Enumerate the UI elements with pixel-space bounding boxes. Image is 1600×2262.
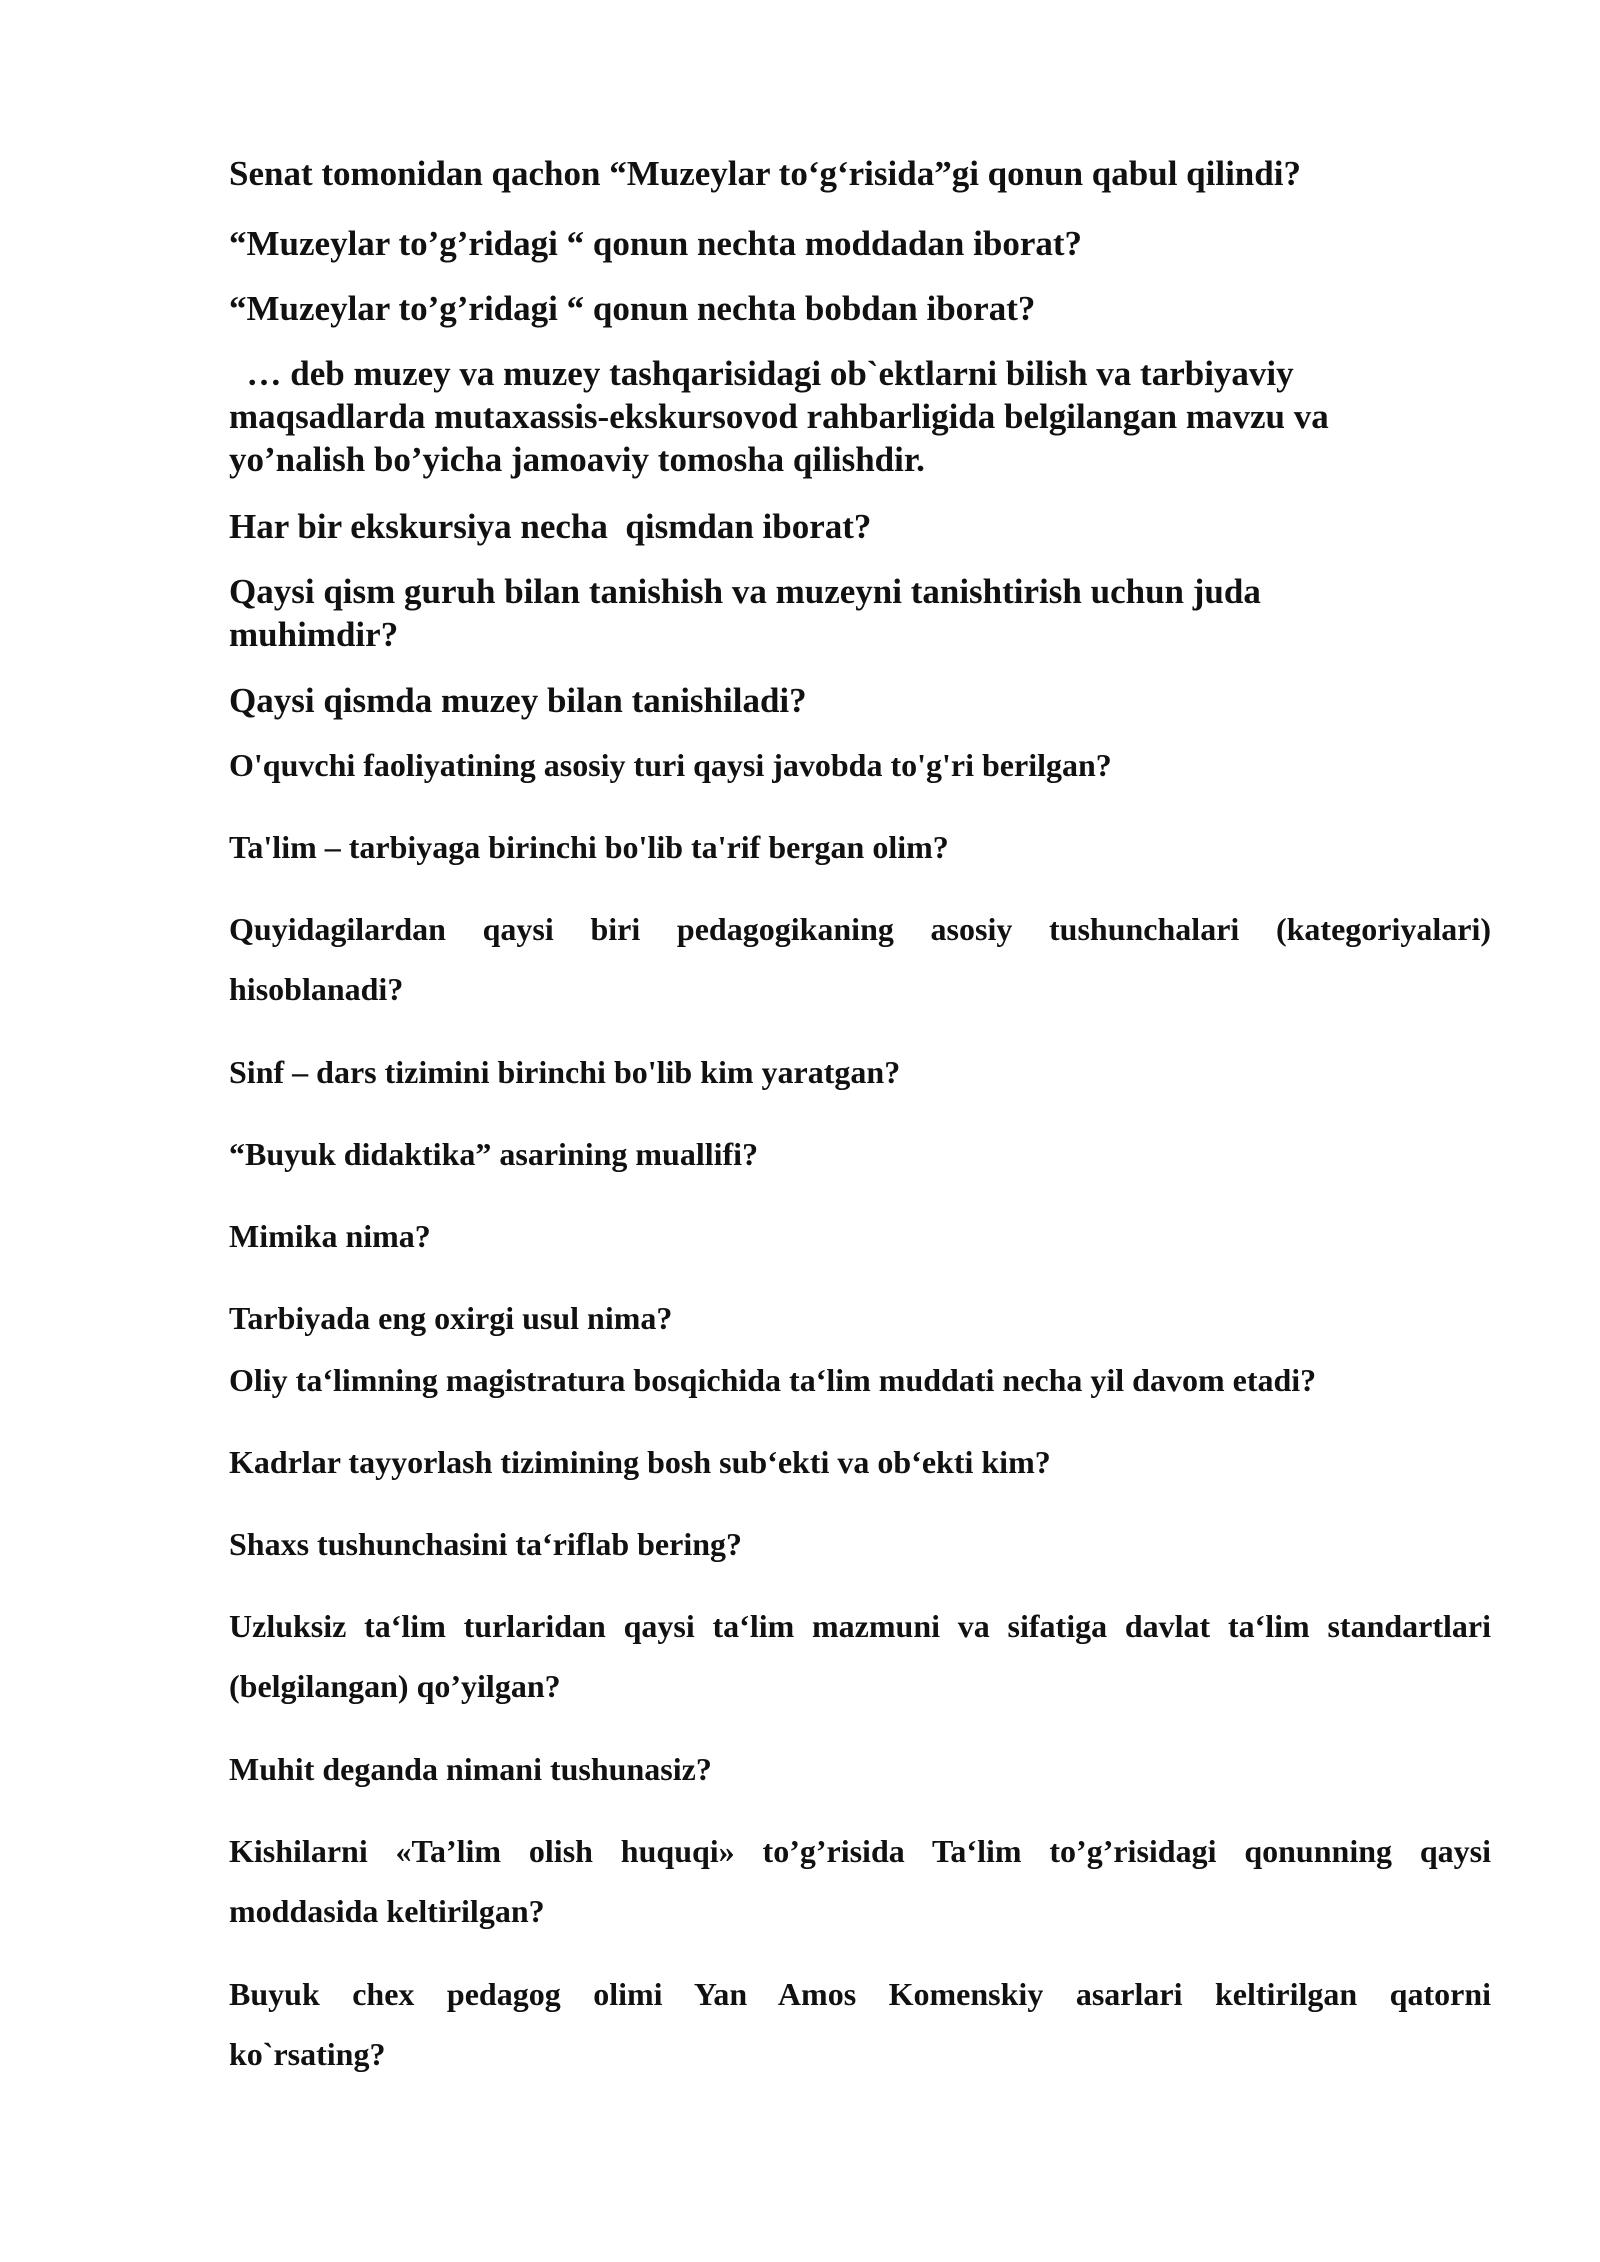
question-4-line-2: maqsadlarda mutaxassis-ekskursovod rahbarligida belgilangan mavzu va [229,397,1329,436]
question-10 [229,899,1491,1019]
question-20 [229,1821,1491,1941]
question-15: Oliy ta‘limning magistratura bosqichida ta‘lim muddati necha yil davom etadi? [229,1362,1317,1398]
question-3: “Muzeylar to’g’ridagi “ qonun nechta bobdan iborat? [229,289,1036,328]
question-5: Har bir ekskursiya necha qismdan iborat? [229,507,872,546]
question-6 [229,570,1491,656]
question-11: Sinf – dars tizimini birinchi bo'lib kim yaratgan? [229,1054,901,1090]
question-4 [229,352,1491,481]
question-19: Muhit deganda nimani tushunasiz? [229,1751,712,1787]
question-6-line-2: muhimdir? [229,615,399,654]
question-1: Senat tomonidan qachon “Muzeylar to‘g‘risida”gi qonun qabul qilindi? [229,154,1301,193]
question-18-line-1: Uzluksiz ta‘lim turlaridan qaysi ta‘lim mazmuni va sifatiga davlat ta‘lim standartlari [229,1608,1491,1644]
question-21-line-1: Buyuk chex pedagog olimi Yan Amos Komenskiy asarlari keltirilgan qatorni [229,1976,1491,2012]
question-4-line-1: … deb muzey va muzey tashqarisidagi ob`ektlarni bilish va tarbiyaviy [229,354,1294,393]
question-20-line-2: moddasida keltirilgan? [229,1893,545,1929]
question-10-line-2: hisoblanadi? [229,971,404,1007]
question-8: O'quvchi faoliyatining asosiy turi qaysi javobda to'g'ri berilgan? [229,747,1112,783]
question-18 [229,1596,1491,1716]
question-17: Shaxs tushunchasini ta‘riflab bering? [229,1526,743,1562]
question-13: Mimika nima? [229,1218,431,1254]
question-10-line-1: Quyidagilardan qaysi biri pedagogikaning asosiy tushunchalari (kategoriyalari) [229,911,1491,947]
question-12: “Buyuk didaktika” asarining muallifi? [229,1136,759,1172]
question-14: Tarbiyada eng oxirgi usul nima? [229,1300,673,1336]
question-21-line-2: ko`rsating? [229,2036,386,2072]
question-7: Qaysi qismda muzey bilan tanishiladi? [229,681,807,720]
question-9: Ta'lim – tarbiyaga birinchi bo'lib ta'rif bergan olim? [229,829,949,865]
question-6-line-1: Qaysi qism guruh bilan tanishish va muzeyni tanishtirish uchun juda [229,572,1261,611]
question-20-line-1: Kishilarni «Ta’lim olish huquqi» to’g’risida Ta‘lim to’g’risidagi qonunning qaysi [229,1833,1491,1869]
question-18-line-2: (belgilangan) qo’yilgan? [229,1668,561,1704]
question-21 [229,1964,1491,2084]
question-2: “Muzeylar to’g’ridagi “ qonun nechta moddadan iborat? [229,224,1083,263]
question-4-line-3: yo’nalish bo’yicha jamoaviy tomosha qilishdir. [229,440,925,479]
question-16: Kadrlar tayyorlash tizimining bosh sub‘ekti va ob‘ekti kim? [229,1444,1051,1480]
